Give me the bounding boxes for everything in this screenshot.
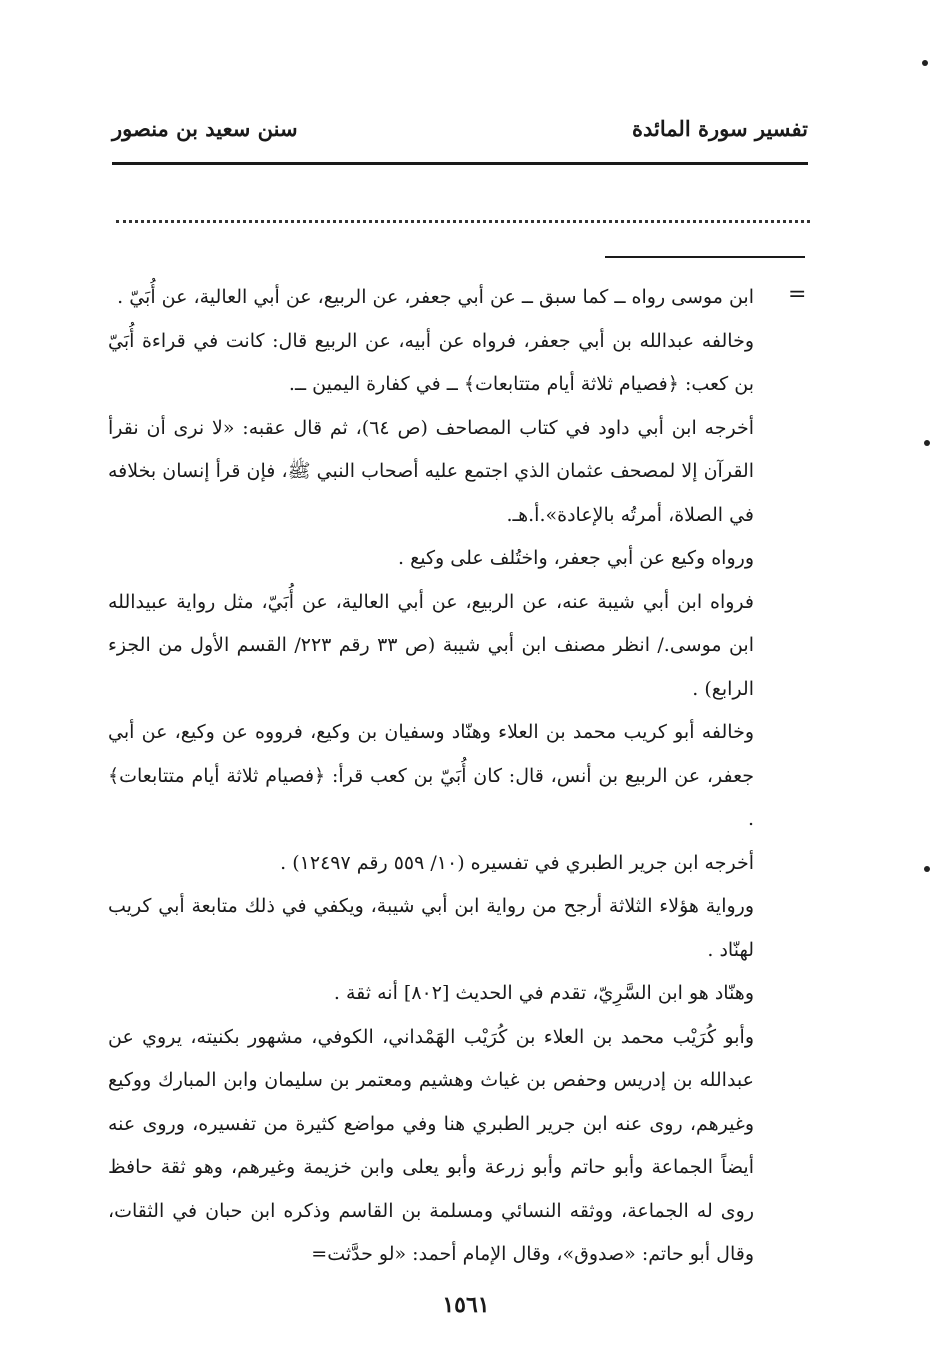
paragraph: وخالفه أبو كريب محمد بن العلاء وهنّاد وسفيان بن وكيع، فرووه عن وكيع، عن أبي جعفر، عن الربيع بن أنس، قال: كان أُبَيّ بن كعب قرأ: ﴿فصيام ثلاثة أيام متتابعات﴾ .: [108, 721, 754, 830]
paragraph: وخالفه عبدالله بن أبي جعفر، فرواه عن أبيه، عن الربيع قال: كانت في قراءة أُبَيّ بن كعب: ﴿فصيام ثلاثة أيام متتابعات﴾ ــ في كفارة اليمين ــ.: [108, 329, 754, 395]
chapter-title: تفسير سورة المائدة: [632, 116, 808, 141]
paragraph: أخرجه ابن أبي داود في كتاب المصاحف (ص ٦٤)، ثم قال عقبه: «لا نرى أن نقرأ القرآن إلا لمصحف عثمان الذي اجتمع عليه أصحاب النبي ﷺ، فإن قرأ إنسان بخلافه في الصلاة، أمرتُه بالإعادة».أ.هـ.: [108, 416, 754, 526]
paragraph: ورواه وكيع عن أبي جعفر، واختُلف على وكيع .: [398, 547, 754, 569]
footnote-rule: [605, 256, 805, 258]
paragraph: ورواية هؤلاء الثلاثة أرجح من رواية ابن أبي شيبة، ويكفي في ذلك متابعة أبي كريب لهنّاد .: [108, 895, 754, 961]
scan-speck: [924, 440, 930, 446]
paragraph: ابن موسى رواه ــ كما سبق ــ عن أبي جعفر، عن الربيع، عن أبي العالية، عن أُبَيّ .: [117, 286, 754, 308]
running-head: [112, 116, 808, 148]
continuation-marker: =: [788, 282, 807, 307]
paragraph: أخرجه ابن جرير الطبري في تفسيره (١٠/ ٥٥٩ رقم ١٢٤٩٧) .: [280, 851, 754, 874]
paragraph: فرواه ابن أبي شيبة عنه، عن الربيع، عن أبي العالية، عن أُبَيّ، مثل رواية عبيدالله ابن موسى./ انظر مصنف ابن أبي شيبة (ص ٣٣ رقم ٢٢٣/ القسم الأول من الجزء الرابع) .: [108, 590, 754, 700]
header-rule: [112, 162, 808, 165]
book-title: سنن سعيد بن منصور: [112, 116, 298, 141]
scan-speck: [922, 60, 928, 66]
scan-speck: [924, 866, 930, 872]
paragraph: وهنّاد هو ابن السَّرِيّ، تقدم في الحديث [٨٠٢] أنه ثقة .: [333, 982, 754, 1004]
page-number: ١٥٦١: [442, 1292, 490, 1318]
dotted-separator: [116, 200, 810, 223]
paragraph: وأبو كُرَيْب محمد بن العلاء بن كُرَيْب الهَمْداني، الكوفي، مشهور بكنيته، يروي عن عبدالله بن إدريس وحفص بن غياث وهشيم ومعتمر بن سليمان وابن المبارك ووكيع وغيرهم، روى عنه ابن جرير الطبري هنا وفي مواضع كثيرة من تفسيره، وروى عنه أيضاً الجماعة وأبو حاتم وأبو زرعة وأبو يعلى وابن خزيمة وغيرهم، وهو ثقة حافظ روى له الجماعة، ووثقه النسائي ومسلمة بن القاسم وذكره ابن حبان في الثقات، وقال أبو حاتم: «صدوق»، وقال الإمام أحمد: «لو حدَّثت=: [108, 1025, 754, 1265]
footnote-body: [108, 276, 754, 1277]
